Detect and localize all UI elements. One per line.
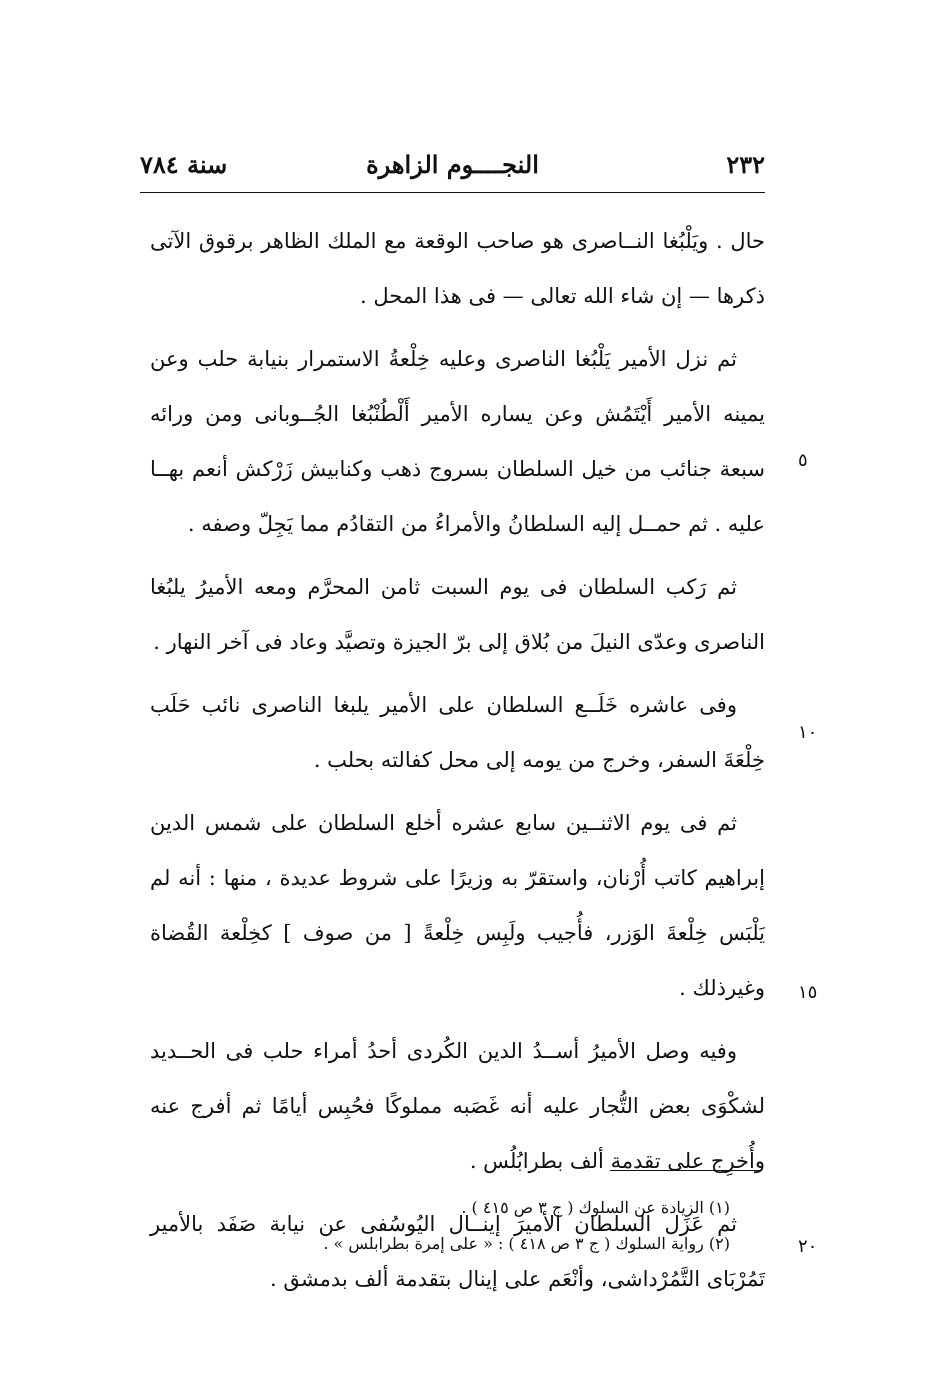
paragraph: ثم فى يوم الاثنــين سابع عشره أخلع السلطان على شمس الدين إبراهيم كاتب أُرْنان، واستقرّ به وزيرًا على شروط عديدة ، منها : أنه لم يَلْبَس خِلْعةَ الوَزر، فأُجيب ولَبِس خِلْعةً [ من صوف ] كخِلْعة القُضاة وغيرذلك . [150,811,765,1000]
header-rule [140,192,765,193]
page-header [140,150,765,190]
running-title: النجــــوم الزاهرة [366,150,539,179]
main-text [150,214,765,1315]
line-number: ١٥ [798,982,818,1003]
paragraph: ثم عَزَل السلطان الأميرَ إينــال اليُوسُفى عن نيابة صَفَد بالأمير تَمُرْبَاى التَّمُرْداشى، وأنْعَم على إينال بتقدمة ألف بدمشق . [150,1212,765,1291]
footnote: (٢) رواية السلوك ( ج ٣ ص ٤١٨ ) : « على إمرة بطرابلس » . [323,1234,730,1253]
paragraph: ثم نزل الأمير يَلْبُغا الناصرى وعليه خِلْعةُ الاستمرار بنيابة حلب وعن يمينه الأمير أَيْتَمُش وعن يساره الأمير أَلْطُنْبُغا الجُــوبانى ومن ورائه سبعة جنائب من خيل السلطان بسروج ذهب وكنابيش زَرْكش أنعم بهــا عليه . ثم حمــل إليه السلطانُ والأمراءُ من التقادُم مما يَجِلّ وصفه . [150,347,765,536]
footnotes [300,1190,730,1262]
paragraph: وفى عاشره خَلَــع السلطان على الأمير يلبغا الناصرى نائب حَلَب خِلْعَةَ السفر، وخرج من يومه إلى محل كفالته بحلب . [150,693,765,772]
line-number: ١٠ [798,722,818,743]
paragraph: ثم رَكب السلطان فى يوم السبت ثامن المحرَّم ومعه الأميرُ يلبُغا الناصرى وعدّى النيلَ من بُلاق إلى برّ الجيزة وتصيَّد وعاد فى آخر النهار . [150,575,765,654]
paragraph: وفيه وصل الأميرُ أســدُ الدين الكُردى أحدُ أمراء حلب فى الحــديد لشكْوَى بعض التُّجار عليه أنه غَصَبه مملوكًا فحُبِس أيامًا ثم أفرج عنه وأُخرِج على تقدمة ألف بطرابُلُس . [150,1039,765,1173]
page-number: ٢٣٢ [726,150,765,179]
line-number: ٥ [798,450,808,471]
footnote-rule [610,1170,762,1171]
line-number: ٢٠ [798,1236,818,1257]
footnote: (١) الزيادة عن السلوك ( ج ٣ ص ٤١٥ ) . [461,1198,730,1217]
year-label: سنة ٧٨٤ [140,150,228,179]
paragraph: حال . ويَلْبُغا النــاصرى هو صاحب الوقعة مع الملك الظاهر برقوق الآتى ذكرها — إن شاء الله تعالى — فى هذا المحل . [150,229,765,308]
